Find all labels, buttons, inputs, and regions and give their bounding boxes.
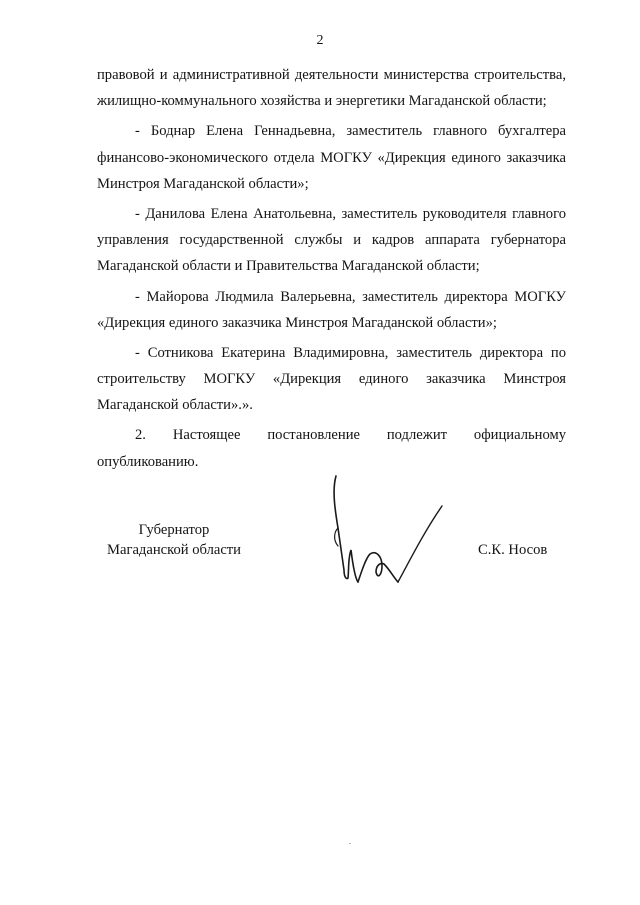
list-item-sotnikova: - Сотникова Екатерина Владимировна, заместитель директора по <box>135 344 566 361</box>
scan-mark <box>349 843 351 844</box>
body-line: «Дирекция единого заказчика Минстроя Магаданской области»; <box>97 314 497 331</box>
document-body <box>97 62 566 475</box>
signatory-name: С.К. Носов <box>478 542 548 558</box>
body-line: опубликованию. <box>97 453 199 470</box>
page-number: 2 <box>316 33 324 48</box>
body-line: Магаданской области и Правительства Магаданской области; <box>97 258 480 275</box>
list-item-mayorova: - Майорова Людмила Валерьевна, заместитель директора МОГКУ <box>135 288 566 305</box>
list-item-danilova: - Данилова Елена Анатольевна, заместитель руководителя главного <box>135 205 566 222</box>
body-line: строительству МОГКУ «Дирекция единого заказчика Минстроя <box>97 371 566 388</box>
signatory-title-line2: Магаданской области <box>107 542 241 558</box>
signatory-title <box>99 520 249 560</box>
handwritten-signature <box>318 470 448 588</box>
body-line: управления государственной службы и кадров аппарата губернатора <box>97 232 566 249</box>
body-line: финансово-экономического отдела МОГКУ «Дирекция единого заказчика <box>97 149 566 166</box>
body-line: правовой и административной деятельности министерства строительства, <box>97 67 566 83</box>
list-item-bodnar: - Боднар Елена Геннадьевна, заместитель главного бухгалтера <box>135 123 566 140</box>
body-line: Минстроя Магаданской области»; <box>97 175 309 192</box>
body-line: Магаданской области».». <box>97 397 253 414</box>
body-line: жилищно-коммунального хозяйства и энергетики Магаданской области; <box>97 93 547 110</box>
paragraph-2: 2. Настоящее постановление подлежит официальному <box>135 427 566 444</box>
signatory-title-line1: Губернатор <box>138 522 210 538</box>
